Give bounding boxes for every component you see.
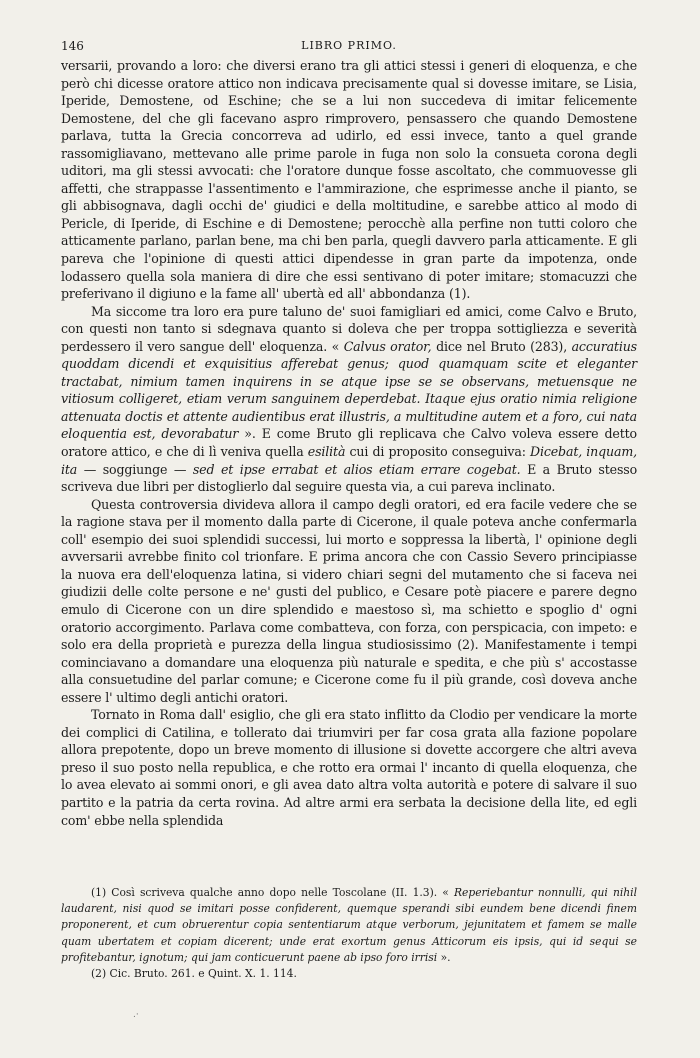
footnotes bbox=[61, 885, 637, 982]
footnote-1 bbox=[61, 885, 637, 966]
text-segment: dice nel Bruto (283), bbox=[431, 338, 572, 354]
text-segment: Ma siccome tra loro era pure taluno de' suoi famigliari ed amici, come Calvo e Bruto, con questi non tanto si sdegnava quanto si doleva che per troppa sottigliezza e severità perdessero il vero sangue dell' eloquenza. « bbox=[61, 303, 637, 354]
text-segment: Tornato in Roma dall' esiglio, che gli era stato inflitto da Clodio per vendicare la morte dei complici di Catilina, e tollerato dai triumviri per far cosa grata alla fazione popolare allora prepotente, dopo un breve momento di illusione si dovette accorgere che altri aveva preso il suo posto nella republica, e che rotto era ormai l' incanto di quella eloquenza, che lo avea elevato ai sommi onori, e gli avea dato altra volta autorità e potere di salvare il suo partito e la patria da certa rovina. Ad altre armi era serbata la decisione della lite, ed egli com' ebbe nella splendida bbox=[61, 707, 637, 828]
footnote-text: (1) Così scriveva qualche anno dopo nelle Toscolane (II. 1.3). « bbox=[91, 886, 454, 899]
page-header bbox=[61, 38, 637, 54]
paragraph-2 bbox=[61, 303, 637, 496]
footnote-text: ». bbox=[437, 950, 451, 964]
footnote-text: (2) Cic. Bruto. 261. e Quint. X. 1. 114. bbox=[91, 967, 297, 981]
text-segment: ». E come Bruto gli replicava che Calvo voleva essere detto oratore attico, e che di lì veniva quella bbox=[61, 426, 637, 460]
text-segment: Questa controversia divideva allora il campo degli oratori, ed era facile vedere che se la ragione stava per il momento dalla parte di Cicerone, il quale poteva anche confermarla coll' esempio dei suoi splendidi successi, lui morto e soppressa la libertà, l' opinione degli avversarii avrebbe finito col trionfare. E prima ancora che con Cassio Severo principiasse la nuova era dell'eloquenza latina, si videro chiari segni del mutamento che si faceva nei giudizii delle colte persone e ne' gusti del publico, e Cesare potè piacere e parere degno emulo di Cicerone con un dire splendido e maestoso sì, ma schietto e spoglio d' ogni oratorio accorgimento. Parlava come combatteva, con forza, con perspicacia, con impeto: e solo era della proprietà e purezza della lingua studiosissimo (2). Manifestamente i tempi cominciavano a domandare una eloquenza più naturale e spedita, e che più s' accostasse alla consuetudine del parlar comune; e Cicerone come fu il più grande, così doveva anche essere l' ultimo degli antichi oratori. bbox=[61, 496, 637, 705]
latin-quote: Reperiebantur nonnulli, qui nihil laudarent, nisi quod se imitari posse confiderent, quemque sperandi sibi eundem bene dicendi finem proponerent, et cum obruerentur copia sententiarum atque verborum, jejunitatem et famem se malle quam ubertatem et copiam dicerent; unde erat exortum genus Atticorum eis ipsis, qui id sequi se profitebantur, ignotum; qui jam conticuerunt paene ab ipso foro irrisi bbox=[61, 886, 637, 964]
scan-speck: .· bbox=[133, 1010, 139, 1020]
footnote-2 bbox=[61, 966, 637, 982]
latin-quote: Calvus orator, bbox=[343, 338, 432, 354]
italic-term: esilità bbox=[307, 444, 346, 460]
text-segment: — soggiunge — bbox=[77, 461, 193, 477]
body-text bbox=[61, 57, 637, 829]
text-segment: E a Bruto stesso scriveva due libri per distoglierlo dal seguire questa via, a cui pareva inclinato. bbox=[61, 461, 638, 495]
page-number: 146 bbox=[61, 39, 84, 53]
latin-quote: Dicebat, inquam, ita bbox=[61, 444, 638, 477]
latin-quote: sed et ipse errabat et alios etiam errare cogebat. bbox=[192, 461, 521, 477]
text-segment: versarii, provando a loro: che diversi erano tra gli attici stessi i generi di eloquenza, e che però chi dicesse oratore attico non indicava precisamente qual si dovesse imitare, se Lisia, Iperide, Demostene, od Eschine; che se a lui non succedeva di imitar felicemente Demostene, del che gli facevano aspro rimprovero, pensassero che quando Demostene parlava, tutta la Grecia concorreva ad udirlo, ed essi invece, tanto a quel grande rassomigliavano, mettevano alle prime parole in fuga non solo la consueta corona degli uditori, ma gli stessi avvocati: che l'oratore dunque fosse ascoltato, che commuovesse gli affetti, che strappasse l'assentimento e l'ammirazione, che esprimesse anche il pianto, se gli abbisognava, dagli occhi de' giudici e della moltitudine, e sarebbe attico al modo di Pericle, di Iperide, di Eschine e di Demostene; perocchè alla perfine non tutti coloro che atticamente parlano, parlan bene, ma chi ben parla, quegli davvero parla atticamente. E gli pareva che l'opinione di questi attici dipendesse in gran parte da impotenza, onde lodassero quella sola maniera di dire che essi sentivano di poter imitare; stomacuzzi che preferivano il digiuno e la fame all' ubertà ed all' abbondanza (1). bbox=[61, 58, 637, 302]
paragraph-1 bbox=[61, 57, 637, 303]
latin-quote: accuratius quoddam dicendi et exquisitius afferebat genus; quod quamquam scite et eleganter tractabat, nimium tamen inquirens in se atque ipse se se observans, metuensque ne vitiosum colligeret, etiam verum sanguinem deperdebat. Itaque ejus oratio nimia religione attenuata doctis et attente audientibus erat illustris, a multitudine autem et a foro, cui nata eloquentia est, devorabatur bbox=[61, 338, 637, 442]
running-title: LIBRO PRIMO. bbox=[301, 39, 397, 52]
paragraph-4 bbox=[61, 706, 637, 829]
text-segment: cui di proposito conseguiva: bbox=[345, 444, 531, 460]
paragraph-3 bbox=[61, 496, 637, 707]
